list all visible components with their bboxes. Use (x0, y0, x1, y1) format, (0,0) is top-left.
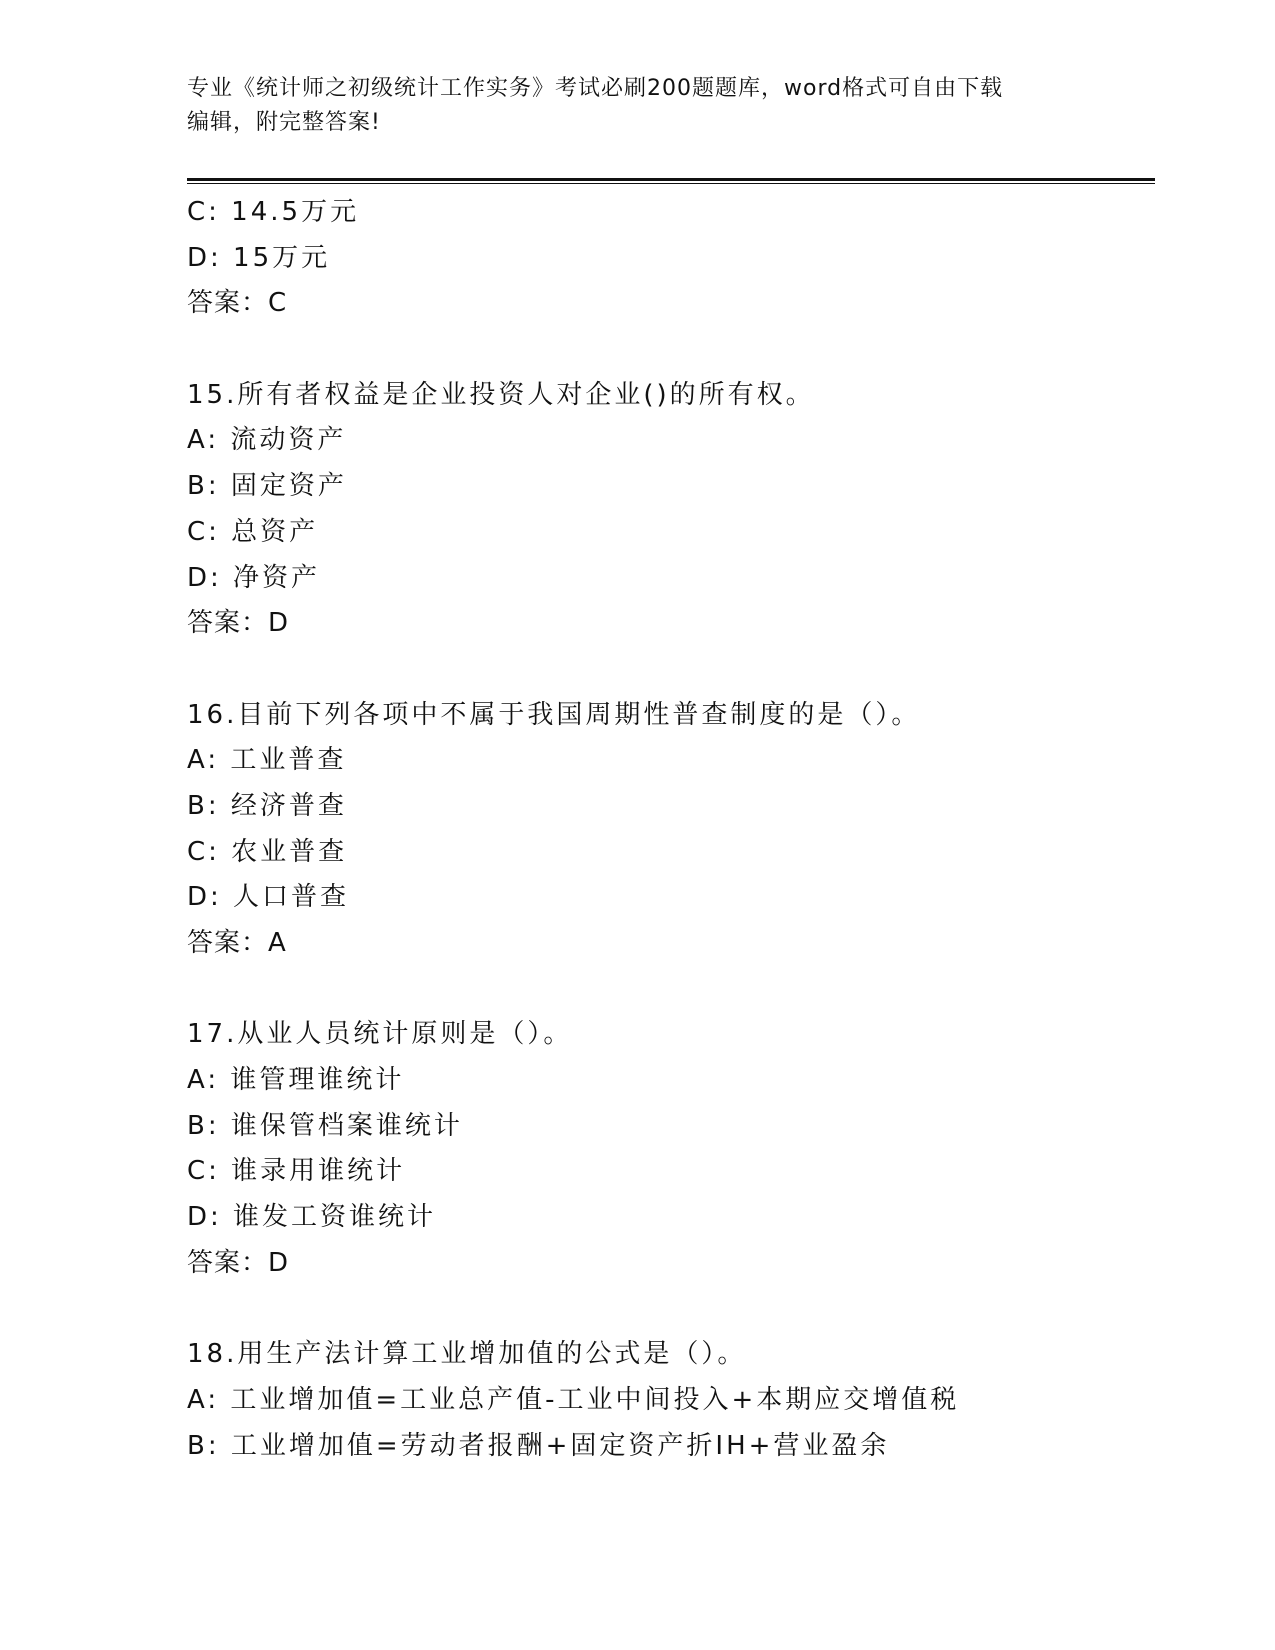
spacer (187, 967, 1147, 1013)
question-17 (187, 1012, 1147, 1286)
question-18 (187, 1332, 1147, 1469)
option-b: B: 谁保管档案谁统计 (187, 1110, 463, 1141)
question-stem: 15.所有者权益是企业投资人对企业()的所有权。 (187, 379, 815, 410)
option-c: C: 农业普查 (187, 836, 348, 867)
question-stem: 17.从业人员统计原则是（）。 (187, 1019, 573, 1050)
answer-line: 答案：D (187, 608, 290, 639)
option-d: D: 谁发工资谁统计 (187, 1202, 437, 1233)
option-c: C: 总资产 (187, 516, 319, 547)
question-list (187, 190, 1147, 1469)
header-rule-thick (187, 178, 1155, 181)
spacer (187, 1287, 1147, 1333)
answer-line: 答案：C (187, 288, 288, 319)
answer-line: 答案：D (187, 1247, 290, 1278)
question-stem: 18.用生产法计算工业增加值的公式是（）。 (187, 1339, 747, 1370)
option-d: D: 净资产 (187, 562, 321, 593)
question-stem: 16.目前下列各项中不属于我国周期性普查制度的是（）。 (187, 699, 921, 730)
option-a: A: 工业增加值=工业总产值-工业中间投入+本期应交增值税 (187, 1384, 960, 1415)
option-a: A: 流动资产 (187, 425, 347, 456)
header-line-1: 专业《统计师之初级统计工作实务》考试必刷200题题库，word格式可自由下载 (187, 76, 1004, 101)
option-a: A: 谁管理谁统计 (187, 1065, 405, 1096)
option-a: A: 工业普查 (187, 745, 347, 776)
option-c: C: 谁录用谁统计 (187, 1156, 406, 1187)
option-b: B: 经济普查 (187, 790, 347, 821)
answer-line: 答案：A (187, 928, 287, 958)
question-15 (187, 373, 1147, 647)
option-d: D: 人口普查 (187, 882, 350, 913)
option-c: C: 14.5万元 (187, 197, 360, 227)
question-16 (187, 693, 1147, 967)
option-d: D: 15万元 (187, 242, 331, 273)
spacer (187, 647, 1147, 693)
document-header (187, 72, 1087, 140)
header-rule-thin (187, 183, 1155, 184)
spacer (187, 327, 1147, 373)
option-b: B: 工业增加值=劳动者报酬+固定资产折IH+营业盈余 (187, 1430, 890, 1461)
option-b: B: 固定资产 (187, 471, 347, 502)
header-line-2: 编辑，附完整答案! (187, 110, 381, 135)
